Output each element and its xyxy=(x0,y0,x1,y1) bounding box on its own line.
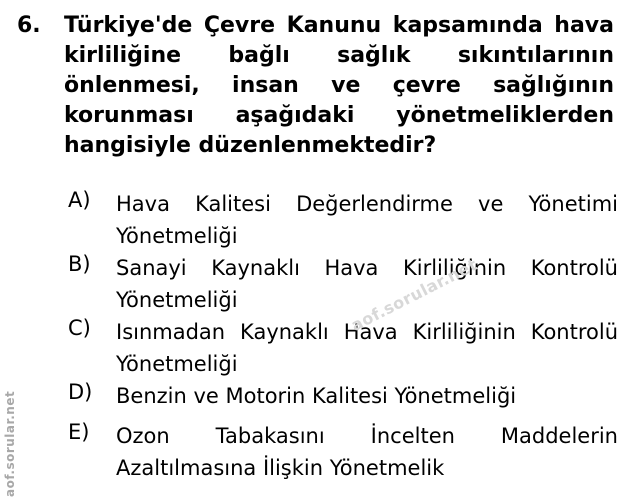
side-watermark: aof.sorular.net xyxy=(3,390,17,497)
option-text: Isınmadan Kaynaklı Hava Kirliliğinin Kontrolü Yönetmeliği xyxy=(116,320,618,376)
option-text: Hava Kalitesi Değerlendirme ve Yönetimi Yönetmeliği xyxy=(116,192,618,248)
option-letter: C) xyxy=(68,316,91,340)
question-text: Türkiye'de Çevre Kanunu kapsamında hava kirliliğine bağlı sağlık sıkıntılarının önlenmesi, insan ve çevre sağlığının korunması aşağıdaki yönetmeliklerden hangisiyle düzenlenmektedir? xyxy=(64,13,614,158)
diagonal-watermark: aof.sorular.net xyxy=(348,254,481,335)
option-text: Benzin ve Motorin Kalitesi Yönetmeliği xyxy=(116,384,517,408)
option-letter: D) xyxy=(68,380,93,404)
option-text: Ozon Tabakasını İncelten Maddelerin Azaltılmasına İlişkin Yönetmelik xyxy=(116,424,618,480)
option-letter: B) xyxy=(68,252,91,276)
question-number: 6. xyxy=(17,13,41,38)
option-letter: E) xyxy=(68,420,90,444)
option-text: Sanayi Kaynaklı Hava Kirliliğinin Kontrolü Yönetmeliği xyxy=(116,256,618,312)
option-letter: A) xyxy=(68,188,91,212)
